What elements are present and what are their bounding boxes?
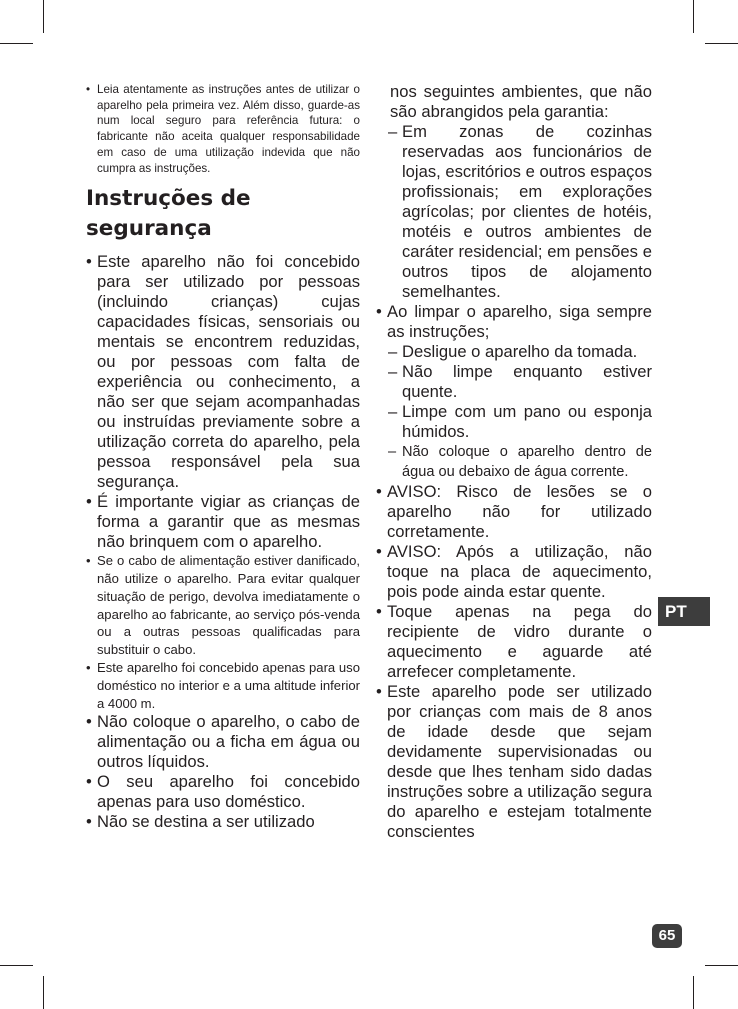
environment-item: – Em zonas de cozinhas reservadas aos funcionários de lojas, escritórios e outros espaços profissionais; em explorações agrícolas; por clientes de hotéis, motéis e outros ambientes de caráter residencial; em pensões e outros tipos de alojamento semelhantes. xyxy=(376,122,652,302)
cleaning-step: – Limpe com um pano ou esponja húmidos. xyxy=(376,402,652,442)
continuation-text: nos seguintes ambientes, que não são abrangidos pela garantia: xyxy=(390,82,652,121)
page-number: 65 xyxy=(652,924,682,948)
safety-item: • Se o cabo de alimentação estiver danificado, não utilize o aparelho. Para evitar qualquer situação de perigo, devolva imediatamente o aparelho ao fabricante, ao serviço pós-venda ou a outras pessoas qualificadas para substituir o cabo. xyxy=(86,552,360,659)
safety-item: • Não coloque o aparelho, o cabo de alimentação ou a ficha em água ou outros líquidos. xyxy=(86,712,360,772)
safety-item: • Não se destina a ser utilizado xyxy=(86,812,360,832)
crop-mark xyxy=(0,965,33,966)
safety-item: • Este aparelho foi concebido apenas para uso doméstico no interior e a uma altitude inferior a 4000 m. xyxy=(86,659,360,712)
warning-item: • Este aparelho pode ser utilizado por crianças com mais de 8 anos de idade desde que sejam devidamente supervisionadas ou desde que lhes tenham sido dadas instruções sobre a utilização segura do aparelho e estejam totalmente conscientes xyxy=(376,682,652,842)
section-heading: Instruções de segurança xyxy=(86,186,251,242)
cleaning-step: – Desligue o aparelho da tomada. xyxy=(376,342,652,362)
crop-mark xyxy=(693,976,694,1009)
warning-item: • AVISO: Após a utilização, não toque na placa de aquecimento, pois pode ainda estar quente. xyxy=(376,542,652,602)
safety-item: • É importante vigiar as crianças de forma a garantir que as mesmas não brinquem com o aparelho. xyxy=(86,492,360,552)
crop-mark xyxy=(705,43,738,44)
left-column xyxy=(86,82,360,832)
cleaning-step: – Não limpe enquanto estiver quente. xyxy=(376,362,652,402)
safety-item: • O seu aparelho foi concebido apenas para uso doméstico. xyxy=(86,772,360,812)
warning-item: • AVISO: Risco de lesões se o aparelho não for utilizado corretamente. xyxy=(376,482,652,542)
crop-mark xyxy=(693,0,694,33)
intro-bullet: • Leia atentamente as instruções antes de utilizar o aparelho pela primeira vez. Além disso, guarde-as num local seguro para referência futura: o fabricante não aceita qualquer responsabilidade em caso de uma utilização indevida que não cumpra as instruções. xyxy=(86,82,360,176)
safety-item: • Este aparelho não foi concebido para ser utilizado por pessoas (incluindo crianças) cujas capacidades físicas, sensoriais ou mentais se encontrem reduzidas, ou por pessoas com falta de experiência ou conhecimento, a não ser que sejam acompanhadas ou instruídas previamente sobre a utilização correta do aparelho, pela pessoa responsável pela sua segurança. xyxy=(86,252,360,492)
language-tab: PT xyxy=(658,597,710,626)
crop-mark xyxy=(0,43,33,44)
cleaning-step: – Não coloque o aparelho dentro de água ou debaixo de água corrente. xyxy=(376,442,652,482)
right-column xyxy=(376,82,652,842)
crop-mark xyxy=(43,976,44,1009)
cleaning-intro: • Ao limpar o aparelho, siga sempre as instruções; xyxy=(376,302,652,342)
crop-mark xyxy=(705,965,738,966)
crop-mark xyxy=(43,0,44,33)
warning-item: • Toque apenas na pega do recipiente de vidro durante o aquecimento e aguarde até arrefecer completamente. xyxy=(376,602,652,682)
